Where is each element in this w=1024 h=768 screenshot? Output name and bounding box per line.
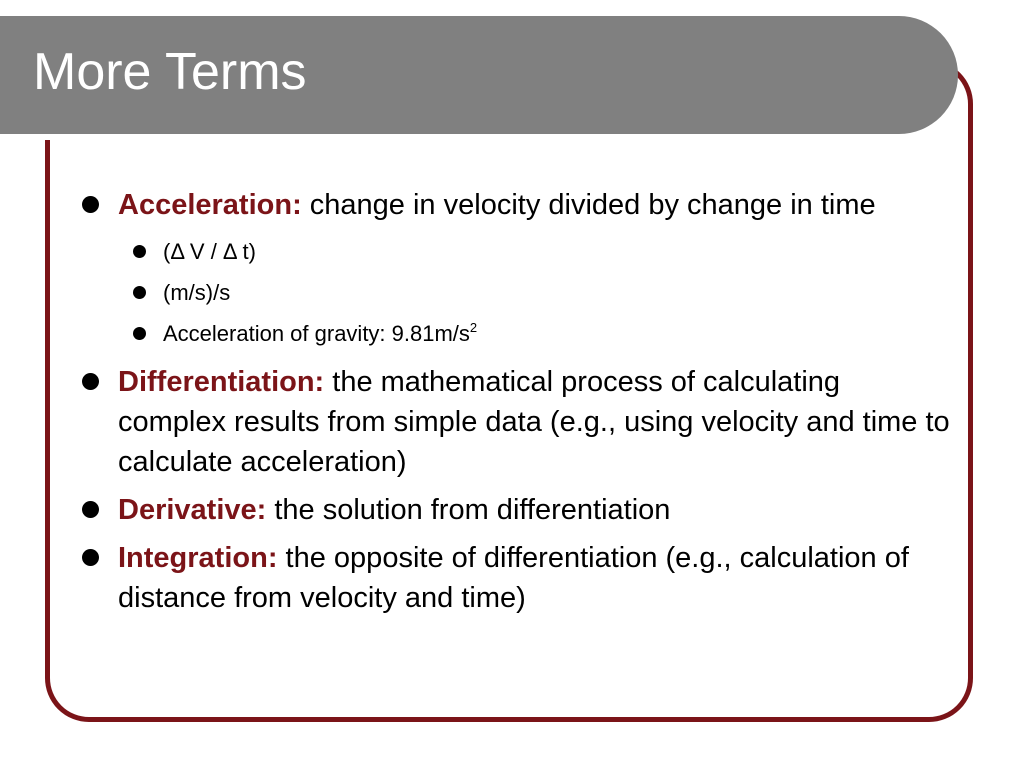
term-definition: the opposite of differentiation (e.g., calculation of distance from velocity and time) (118, 542, 909, 614)
term-definition: change in velocity divided by change in time (301, 189, 876, 221)
sub-bullet-units (118, 272, 955, 313)
bullet-dot-icon (82, 501, 99, 518)
sub-bullet-text: (Δ V / Δ t) (163, 239, 256, 264)
sub-bullet-formula (118, 231, 955, 272)
bullet-dot-icon (82, 373, 99, 390)
sub-bullet-dot-icon (133, 327, 146, 340)
sub-bullet-gravity (118, 313, 955, 354)
term-label: Integration: (118, 542, 278, 574)
sub-bullet-dot-icon (133, 245, 146, 258)
term-label: Derivative: (118, 494, 267, 526)
bullet-acceleration (80, 185, 955, 354)
bullet-derivative (80, 490, 955, 530)
bullet-integration (80, 538, 955, 618)
sub-bullet-list (118, 231, 955, 354)
term-label: Differentiation: (118, 366, 325, 398)
bullet-list (80, 185, 955, 626)
term-definition: the solution from differentiation (266, 494, 671, 526)
sub-bullet-text: (m/s)/s (163, 280, 231, 305)
term-label: Acceleration: (118, 189, 302, 221)
superscript: 2 (469, 320, 478, 335)
title-underline (0, 134, 904, 140)
slide-title: More Terms (33, 43, 307, 101)
sub-bullet-dot-icon (133, 286, 146, 299)
bullet-dot-icon (82, 549, 99, 566)
term-definition: the mathematical process of calculating complex results from simple data (e.g., using velocity and time to calculate acceleration) (118, 366, 950, 478)
sub-bullet-text: Acceleration of gravity: 9.81m/s (163, 321, 470, 346)
bullet-dot-icon (82, 196, 99, 213)
bullet-differentiation (80, 362, 955, 482)
